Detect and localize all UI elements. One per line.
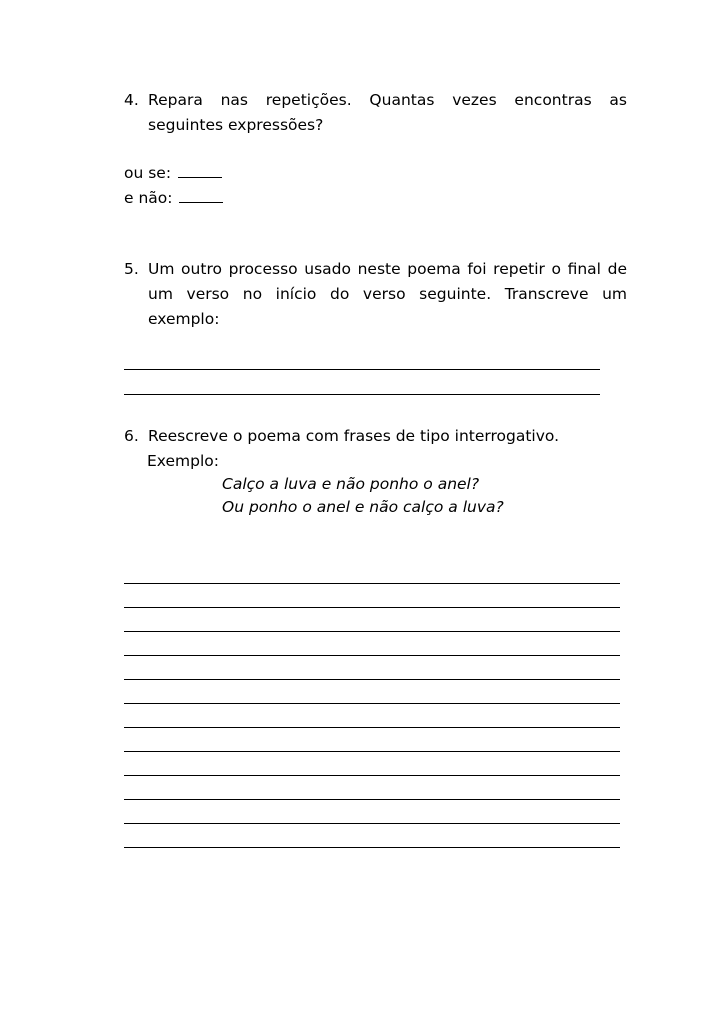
- example-label: Exemplo:: [147, 452, 219, 470]
- answer-item-label: e não:: [124, 189, 173, 207]
- answer-blank[interactable]: [179, 188, 223, 203]
- example-line-1: Calço a luva e não ponho o anel?: [222, 475, 480, 493]
- question-5-text-line-3: exemplo:: [148, 310, 220, 328]
- question-5-text-line-1: Um outro processo usado neste poema foi repetir o final de: [148, 260, 627, 278]
- question-5-text-line-2: um verso no início do verso seguinte. Transcreve um: [148, 285, 627, 303]
- question-4-text-line-1: Repara nas repetições. Quantas vezes encontras as: [148, 91, 627, 109]
- answer-line[interactable]: [124, 655, 620, 656]
- question-4-text-line-2: seguintes expressões?: [148, 116, 324, 134]
- question-5: [124, 257, 627, 332]
- question-6-text: Reescreve o poema com frases de tipo interrogativo.: [148, 427, 560, 445]
- answer-item-ou-se: [124, 161, 222, 186]
- answer-line[interactable]: [124, 847, 620, 848]
- answer-line[interactable]: [124, 679, 620, 680]
- question-6: [124, 424, 627, 449]
- answer-line[interactable]: [124, 394, 600, 395]
- answer-line[interactable]: [124, 631, 620, 632]
- answer-line[interactable]: [124, 823, 620, 824]
- answer-line[interactable]: [124, 703, 620, 704]
- answer-line[interactable]: [124, 727, 620, 728]
- answer-line[interactable]: [124, 751, 620, 752]
- answer-line[interactable]: [124, 775, 620, 776]
- question-5-number: 5.: [124, 260, 139, 278]
- answer-line[interactable]: [124, 369, 600, 370]
- example-line-2: Ou ponho o anel e não calço a luva?: [222, 498, 504, 516]
- answer-line[interactable]: [124, 799, 620, 800]
- answer-line[interactable]: [124, 607, 620, 608]
- answer-line[interactable]: [124, 583, 620, 584]
- answer-blank[interactable]: [178, 163, 222, 178]
- answer-item-label: ou se:: [124, 164, 172, 182]
- question-4-number: 4.: [124, 91, 139, 109]
- question-4: [124, 88, 627, 138]
- answer-item-e-nao: [124, 186, 223, 211]
- question-6-number: 6.: [124, 427, 139, 445]
